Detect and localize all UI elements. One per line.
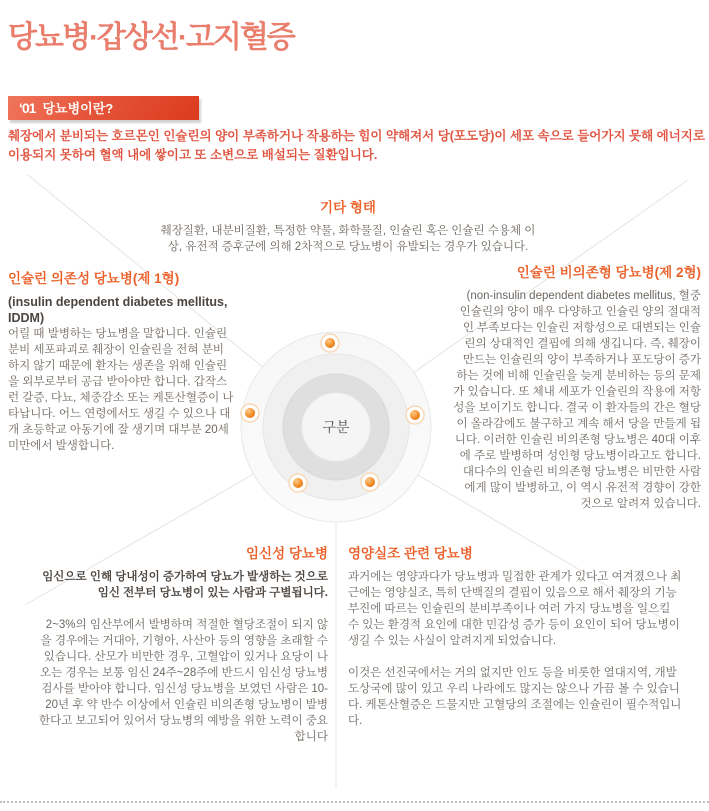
card-malnutrition-body2: 이것은 선진국에서는 거의 없지만 인도 등을 비롯한 열대지역, 개발도상국에 많이 있고 우리 나라에도 많지는 않으나 가끔 볼 수 있습니다. 케톤산혈증은 드물지만 고혈당의 조절에는 인슐린이 필수적입니다. — [348, 667, 682, 727]
dot-type1 — [241, 404, 259, 422]
card-gestational-body: 2~3%의 임산부에서 발병하며 적절한 혈당조절이 되지 않을 경우에는 거대아, 기형아, 사산아 등의 영향을 초래할 수 있습니다. 산모가 비만한 경우, 고혈압이 있거나 요당이 나오는 경우는 보통 임신 24주~28주에 반드시 임신성 당뇨병 검사를 받아야 합니다. 임신성 당뇨병을 보였던 사람은 10-20년 후 약 반수 이상에서 인슐린 비의존형 당뇨병이 발병한다고 보고되어 있어서 당뇨병의 예방을 위한 노력이 중요합니다 — [39, 619, 328, 743]
card-malnutrition-diabetes — [348, 542, 684, 729]
card-type2-diabetes — [453, 261, 701, 512]
dot-gestational — [289, 474, 307, 492]
card-type1-title: 인슐린 의존성 당뇨병(제 1형) — [8, 271, 180, 286]
page-title: 당뇨병·갑상선·고지혈증 — [8, 21, 294, 54]
dot-other — [321, 334, 339, 352]
dot-type2 — [406, 406, 424, 424]
diagram-center-label: 구분 — [322, 419, 350, 435]
card-other-forms — [158, 196, 538, 255]
card-malnutrition-body1: 과거에는 영양과다가 당뇨병과 밀접한 관계가 있다고 여겨졌으나 최근에는 영양실조, 특히 단백질의 결핍이 있음으로 해서 췌장의 기능부진에 따르는 인슐린의 분비부족이나 여러 가지 당뇨병을 일으킬 수 있는 환경적 요인에 대한 민감성 증가 등이 요인이 되어 당뇨병이 생길 수 있는 사실이 알려지게 되었습니다. — [348, 571, 682, 647]
card-type1-diabetes — [8, 267, 234, 454]
card-gestational-diabetes — [35, 542, 328, 745]
spacer — [35, 601, 328, 617]
section-number: ‘01 — [19, 100, 36, 116]
card-type2-body: (non-insulin dependent diabetes mellitus, 혈중 인슐린의 양이 매우 다양하고 인슐린 양의 절대적인 부족보다는 인슐린 저항성으로 대변되는 인슐린의 상대적인 결핍에 의해 생깁니다. 즉, 췌장이 만드는 인슐린의 양이 부족하거나 포도당이 증가하는 것에 비해 인슐린을 늦게 분비하는 등의 문제가 있습니다. 또 체내 세포가 인슐린의 작용에 저항성을 보이기도 합니다. 결국 이 환자들의 간은 혈당이 올라감에도 불구하고 계속 해서 당을 만들게 됩니다. 이러한 인슐린 비의존형 당뇨병은 40대 이후에 주로 발병하며 성인형 당뇨병이라고도 합니다. 대다수의 인슐린 비의존형 당뇨병은 비만한 사람에게 많이 발병하고, 이 역시 유전적 경향이 강한 것으로 알려져 있습니다. — [453, 290, 701, 510]
card-type1-subtitle: (insulin dependent diabetes mellitus, IDDM) — [8, 295, 228, 325]
intro-paragraph: 췌장에서 분비되는 호르몬인 인슐린의 양이 부족하거나 작용하는 힘이 약해져서 당(포도당)이 세포 속으로 들어가지 못해 에너지로 이용되지 못하여 혈액 내에 쌓이고 또 소변으로 배설되는 질환입니다. — [8, 129, 705, 162]
card-gestational-highlight: 임신으로 인해 당내성이 증가하여 당뇨가 발생하는 것으로 임신 전부터 당뇨병이 있는 사람과 구별됩니다. — [42, 571, 328, 599]
card-malnutrition-title: 영양실조 관련 당뇨병 — [348, 546, 473, 561]
card-gestational-title: 임신성 당뇨병 — [246, 546, 328, 561]
card-type2-title: 인슐린 비의존형 당뇨병(제 2형) — [516, 265, 701, 280]
card-type1-body: 어릴 때 발병하는 당뇨병을 말합니다. 인슐린분비 세포파괴로 췌장이 인슐린을 전혀 분비하지 않기 때문에 환자는 생존을 위해 인슐린을 외부로부터 공급 받아야만 합니다. 갑작스런 갈증, 다뇨, 체중감소 또는 케톤산혈증이 나타납니다. 어느 연령에서도 생길 수 있으나 대개 초등학교 아동기에 잘 생기며 대부분 20세 미만에서 발생합니다. — [8, 328, 234, 452]
card-other-body: 췌장질환, 내분비질환, 특정한 약물, 화학물질, 인슐린 혹은 인슐린 수용체 이상, 유전적 증후군에 의해 2차적으로 당뇨병이 유발되는 경우가 있습니다. — [160, 225, 536, 253]
section-label: 당뇨병이란? — [42, 101, 114, 116]
bottom-dotted-divider — [0, 801, 709, 803]
card-other-title: 기타 형태 — [320, 200, 376, 215]
spacer — [348, 649, 684, 665]
dot-malnutrition — [361, 473, 379, 491]
